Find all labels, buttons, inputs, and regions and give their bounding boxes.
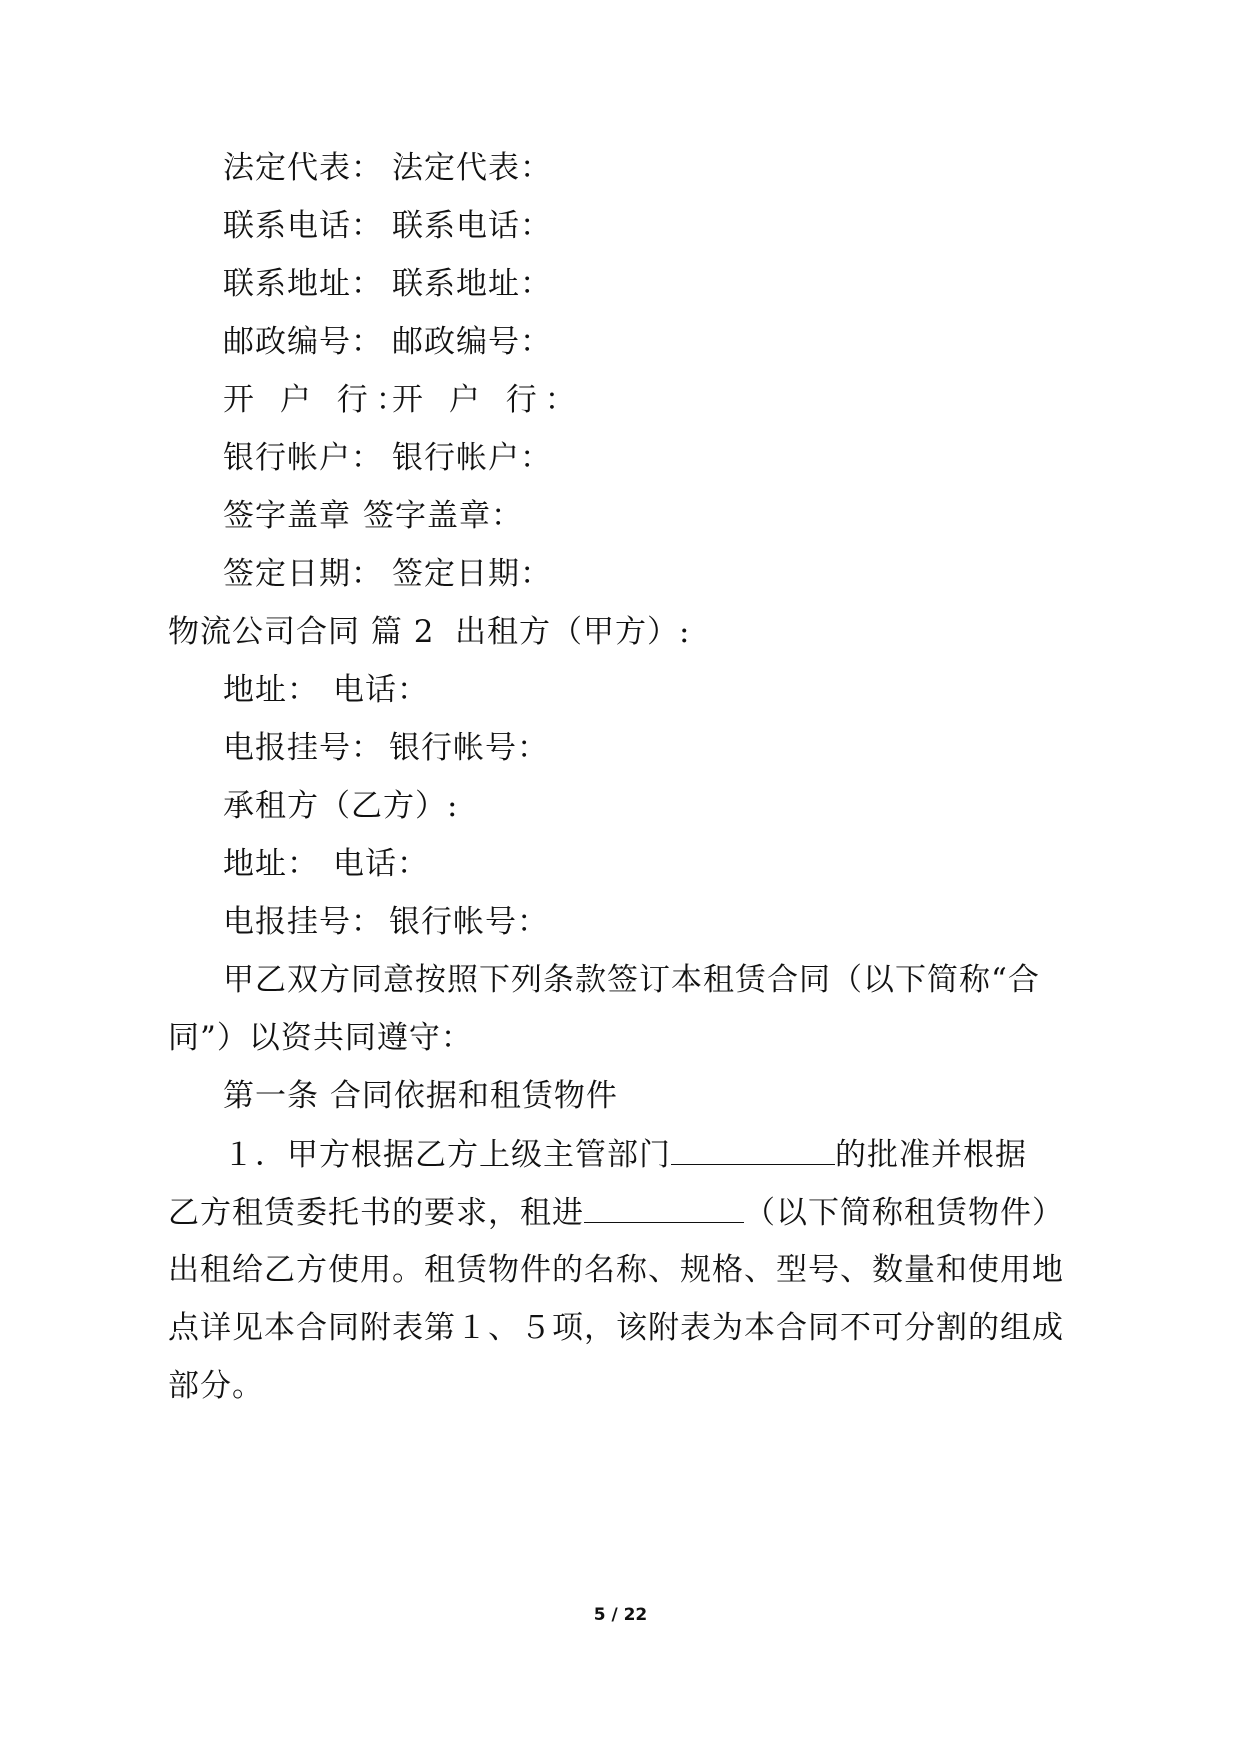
signature-row xyxy=(392,206,552,246)
signature-label-party-b: 开 户 行： xyxy=(392,382,584,418)
article-heading-line xyxy=(223,1076,618,1116)
lessor-bank-line xyxy=(223,728,549,768)
clause-line xyxy=(223,1134,1027,1175)
clause-line xyxy=(168,1308,1064,1348)
signature-row xyxy=(392,554,552,594)
clause-line xyxy=(168,1366,264,1406)
blank-leased-item xyxy=(584,1192,744,1223)
signature-label-party-b: 邮政编号： xyxy=(392,324,552,360)
signature-label-party-a: 联系地址： xyxy=(223,266,383,302)
lessee-label: 承租方（乙方）: xyxy=(223,788,459,824)
clause-text: 乙方租赁委托书的要求，租进 xyxy=(168,1195,584,1231)
signature-label-party-a: 联系电话： xyxy=(223,208,383,244)
signature-label-party-b: 银行帐户： xyxy=(392,440,552,476)
signature-row xyxy=(392,380,584,420)
article-heading: 第一条 合同依据和租赁物件 xyxy=(223,1078,618,1114)
signature-label-party-b: 签字盖章： xyxy=(363,498,523,534)
signature-row xyxy=(392,148,552,188)
lessee-address-label: 地址： xyxy=(223,846,319,882)
signature-row xyxy=(392,322,552,362)
clause-text: 点详见本合同附表第１、５项，该附表为本合同不可分割的组成 xyxy=(168,1310,1064,1346)
clause-text: １．甲方根据乙方上级主管部门 xyxy=(223,1137,671,1173)
signature-row xyxy=(392,264,552,304)
signature-row xyxy=(223,148,383,188)
signature-label-party-a: 签定日期： xyxy=(223,556,383,592)
signature-label-party-a: 银行帐户： xyxy=(223,440,383,476)
clause-line xyxy=(168,1192,1064,1233)
signature-label-party-a: 法定代表： xyxy=(223,150,383,186)
lessor-bank-label: 银行帐号： xyxy=(389,730,549,766)
signature-row xyxy=(223,264,383,304)
signature-label-party-a: 邮政编号： xyxy=(223,324,383,360)
lessee-bank-label: 银行帐号： xyxy=(389,904,549,940)
lessor-telegraph-label: 电报挂号： xyxy=(223,730,383,766)
signature-row xyxy=(223,322,383,362)
clause-line xyxy=(168,1250,1064,1290)
lessor-phone-label: 电话： xyxy=(333,672,429,708)
signature-label-party-b: 法定代表： xyxy=(392,150,552,186)
signature-row xyxy=(223,380,415,420)
signature-row xyxy=(223,496,351,536)
lessee-bank-line xyxy=(223,902,549,942)
signature-row xyxy=(223,206,383,246)
lessee-phone-label: 电话： xyxy=(333,846,429,882)
signature-label-party-b: 签定日期： xyxy=(392,556,552,592)
intro-text: 甲乙双方同意按照下列条款签订本租赁合同（以下简称“合 xyxy=(223,962,1040,998)
intro-paragraph-line-2 xyxy=(168,1018,473,1058)
lessee-address-line xyxy=(223,844,429,884)
clause-text: 的批准并根据 xyxy=(835,1137,1027,1173)
lessor-address-line xyxy=(223,670,429,710)
section-title-line xyxy=(168,612,434,652)
lessee-label-line xyxy=(223,786,458,826)
lessor-address-label: 地址： xyxy=(223,672,319,708)
signature-label-party-a: 签字盖章 xyxy=(223,498,351,534)
intro-paragraph-line-1 xyxy=(223,960,1040,1000)
signature-row xyxy=(223,554,383,594)
clause-text: （以下简称租赁物件） xyxy=(744,1195,1064,1231)
signature-label-party-a: 开 户 行： xyxy=(223,382,415,418)
clause-text: 出租给乙方使用。租赁物件的名称、规格、型号、数量和使用地 xyxy=(168,1252,1064,1288)
section-title: 物流公司合同 篇 2 xyxy=(168,614,435,650)
intro-text: 同”）以资共同遵守： xyxy=(168,1020,473,1056)
lessor-label-line xyxy=(455,612,690,652)
lessor-label: 出租方（甲方）: xyxy=(455,614,691,650)
signature-row xyxy=(363,496,523,536)
clause-text: 部分。 xyxy=(168,1368,264,1404)
signature-row xyxy=(392,438,552,478)
signature-row xyxy=(223,438,383,478)
blank-approval-authority xyxy=(671,1134,835,1165)
signature-label-party-b: 联系地址： xyxy=(392,266,552,302)
page-number: 5 / 22 xyxy=(593,1605,648,1625)
signature-label-party-b: 联系电话： xyxy=(392,208,552,244)
lessee-telegraph-label: 电报挂号： xyxy=(223,904,383,940)
